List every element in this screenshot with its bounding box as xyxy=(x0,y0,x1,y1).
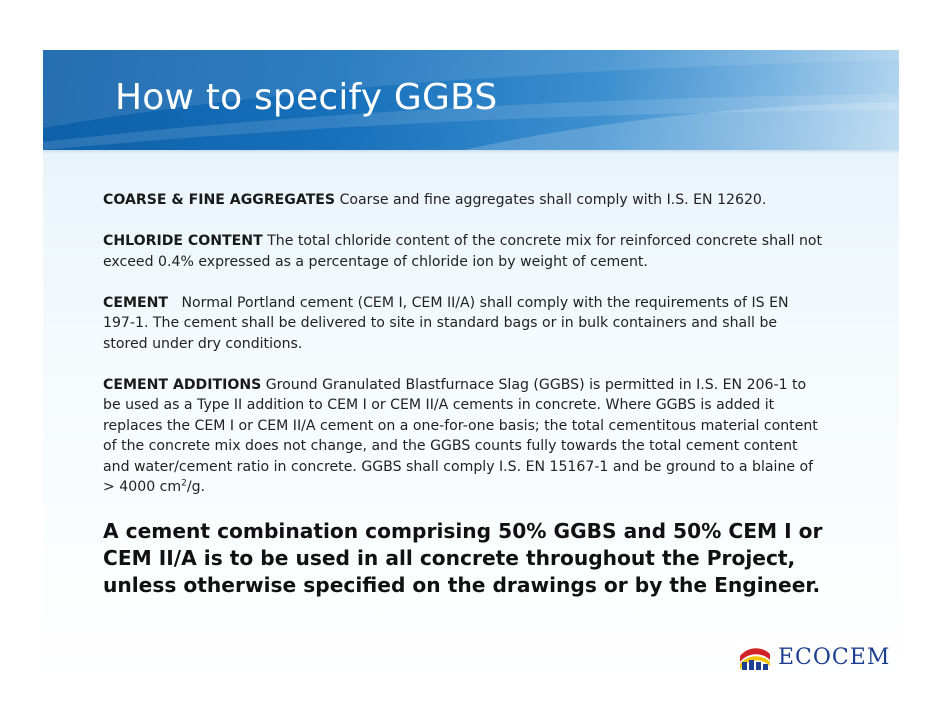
highlight-statement: A cement combination comprising 50% GGBS and 50% CEM I or CEM II/A is to be used in all concrete throughout the Project, unless otherwise specified on the drawings or by the Engineer. xyxy=(103,519,823,597)
section-heading: CEMENT ADDITIONS xyxy=(103,376,262,393)
section-text: The total chloride content of the concrete mix for reinforced concrete shall not exceed 0.4% expressed as a percentage of chloride ion by weight of cement. xyxy=(103,233,823,270)
section-cement-additions xyxy=(103,375,823,498)
slide xyxy=(43,50,899,684)
section-aggregates xyxy=(103,190,823,211)
ecocem-logo-text: ECOCEM xyxy=(778,644,891,670)
ecocem-logo xyxy=(738,640,890,674)
superscript-2: 2 xyxy=(181,478,187,489)
section-chloride xyxy=(103,231,823,272)
section-heading: CEMENT xyxy=(103,294,169,311)
slide-title: How to specify GGBS xyxy=(115,77,498,118)
section-text: Ground Granulated Blastfurnace Slag (GGBS) is permitted in I.S. EN 206-1 to be used as a Type II addition to CEM I or CEM II/A cements in concrete. Where GGBS is added it replaces the CEM I or CEM II/A cement on a one-for-one basis; the total cementitous material content of the concrete mix does not change, and the GGBS counts fully towards the total cement content and water/cement ratio in concrete. GGBS shall comply I.S. EN 15167-1 and be ground to a blaine of > 4000 cm xyxy=(103,376,818,495)
section-text-end: /g. xyxy=(186,479,206,495)
slide-body xyxy=(103,190,823,620)
section-heading: COARSE & FINE AGGREGATES xyxy=(103,192,336,208)
ecocem-logo-icon xyxy=(738,642,772,672)
section-heading: CHLORIDE CONTENT xyxy=(103,233,263,249)
section-text: Coarse and fine aggregates shall comply with I.S. EN 12620. xyxy=(339,192,767,208)
section-text: Normal Portland cement (CEM I, CEM II/A) shall comply with the requirements of IS EN 197-1. The cement shall be delivered to site in standard bags or in bulk containers and shall be stored under dry conditions. xyxy=(103,294,789,352)
banner-shadow xyxy=(43,150,899,154)
title-banner xyxy=(43,50,899,150)
section-cement xyxy=(103,293,823,355)
